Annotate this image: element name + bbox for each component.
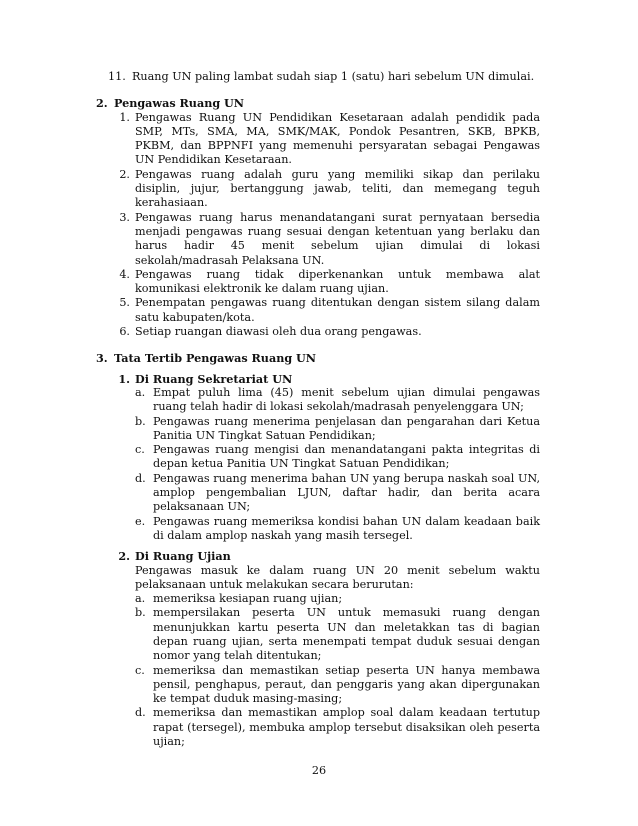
subsection-number: 2. xyxy=(118,549,130,564)
list-item xyxy=(114,296,540,325)
list-item xyxy=(114,168,540,211)
item-text: Pengawas ruang memeriksa kondisi bahan UN dalam keadaan baik di dalam amplop naskah yang masih tersegel. xyxy=(153,514,540,542)
item-letter: c. xyxy=(135,663,145,677)
item-text: memeriksa kesiapan ruang ujian; xyxy=(153,592,343,606)
list-item xyxy=(96,70,540,84)
subsection-1-list xyxy=(96,386,540,543)
item-letter: a. xyxy=(135,385,146,399)
list-item xyxy=(114,111,540,168)
section-heading-3 xyxy=(96,351,540,365)
item-number: 5. xyxy=(119,296,130,310)
item-text: Pengawas ruang adalah guru yang memiliki sikap dan perilaku disiplin, jujur, bertanggung jawab, teliti, dan memegang teguh kerahasiaan. xyxy=(135,167,540,210)
list-item xyxy=(135,386,540,415)
item-text: Setiap ruangan diawasi oleh dua orang pengawas. xyxy=(135,325,422,339)
item-text: memeriksa dan memastikan setiap peserta UN hanya membawa pensil, penghapus, peraut, dan penggaris yang akan dipergunakan ke tempat duduk masing-masing; xyxy=(153,663,540,706)
list-item xyxy=(135,443,540,472)
list-item xyxy=(135,706,540,749)
item-letter: b. xyxy=(135,606,146,620)
subsection-2-body xyxy=(96,564,540,750)
item-number: 4. xyxy=(119,267,130,281)
item-text: memeriksa dan memastikan amplop soal dalam keadaan tertutup rapat (tersegel), membuka amplop tersebut disaksikan oleh peserta ujian; xyxy=(153,706,540,749)
item-text: mempersilakan peserta UN untuk memasuki ruang dengan menunjukkan kartu peserta UN dan meletakkan tas di bagian depan ruang ujian, serta menempati tempat duduk sesuai dengan nomor yang telah ditentukan; xyxy=(153,606,540,663)
list-item xyxy=(114,211,540,268)
list-item xyxy=(114,268,540,297)
subsection-2-list xyxy=(135,592,540,749)
item-text: Pengawas ruang mengisi dan menandatangani pakta integritas di depan ketua Panitia UN Tingkat Satuan Pendidikan; xyxy=(153,443,540,471)
item-number: 3. xyxy=(119,210,130,224)
section-title: Tata Tertib Pengawas Ruang UN xyxy=(114,351,317,366)
list-item xyxy=(135,515,540,544)
item-text: Pengawas ruang menerima penjelasan dan pengarahan dari Ketua Panitia UN Tingkat Satuan Pendidikan; xyxy=(153,414,540,442)
item-number: 2. xyxy=(119,167,130,181)
section-heading-2 xyxy=(96,96,540,110)
subsection-title: Di Ruang Sekretariat UN xyxy=(135,371,293,386)
item-number: 1. xyxy=(119,110,130,124)
subsection-heading-2 xyxy=(96,549,540,563)
item-letter: e. xyxy=(135,514,146,528)
item-letter: a. xyxy=(135,592,146,606)
item-text: Pengawas ruang menerima bahan UN yang berupa naskah soal UN, amplop pengembalian LJUN, daftar hadir, dan berita acara pelaksanaan UN; xyxy=(153,471,540,514)
item-number: 11. xyxy=(108,70,126,83)
list-item xyxy=(135,415,540,444)
list-item xyxy=(135,592,540,606)
item-letter: c. xyxy=(135,443,145,457)
item-text: Penempatan pengawas ruang ditentukan dengan sistem silang dalam satu kabupaten/kota. xyxy=(135,296,540,324)
section-title: Pengawas Ruang UN xyxy=(114,96,245,111)
list-item xyxy=(135,606,540,663)
section-2-list xyxy=(96,111,540,340)
item-letter: d. xyxy=(135,706,146,720)
item-text: Pengawas Ruang UN Pendidikan Kesetaraan adalah pendidik pada SMP, MTs, SMA, MA, SMK/MAK, Pondok Pesantren, SKB, BPKB, PKBM, dan BPPNFI yang memenuhi persyaratan sebagai Pengawas UN Pendidikan Kesetaraan. xyxy=(135,110,540,167)
item-letter: d. xyxy=(135,471,146,485)
subsection-heading-1 xyxy=(96,372,540,386)
item-text: Ruang UN paling lambat sudah siap 1 (satu) hari sebelum UN dimulai. xyxy=(132,70,535,83)
list-item xyxy=(135,664,540,707)
section-number: 3. xyxy=(96,351,108,366)
item-letter: b. xyxy=(135,414,146,428)
subsection-title: Di Ruang Ujian xyxy=(135,549,231,564)
item-text: Empat puluh lima (45) menit sebelum ujian dimulai pengawas ruang telah hadir di lokasi sekolah/madrasah penyelenggara UN; xyxy=(153,385,540,414)
item-number: 6. xyxy=(119,325,130,339)
subsection-intro: Pengawas masuk ke dalam ruang UN 20 menit sebelum waktu pelaksanaan untuk melakukan secara berurutan: xyxy=(135,563,540,591)
item-text: Pengawas ruang tidak diperkenankan untuk membawa alat komunikasi elektronik ke dalam ruang ujian. xyxy=(135,267,540,296)
item-text: Pengawas ruang harus menandatangani surat pernyataan bersedia menjadi pengawas ruang sesuai dengan ketentuan yang berlaku dan harus hadir 45 menit sebelum ujian dimulai di lokasi sekolah/madrasah Pelaksana UN. xyxy=(135,210,540,267)
list-item xyxy=(114,325,540,339)
section-number: 2. xyxy=(96,96,108,111)
page-content xyxy=(96,70,540,749)
subsection-number: 1. xyxy=(118,371,130,386)
list-item xyxy=(135,472,540,515)
page-number: 26 xyxy=(311,764,327,777)
